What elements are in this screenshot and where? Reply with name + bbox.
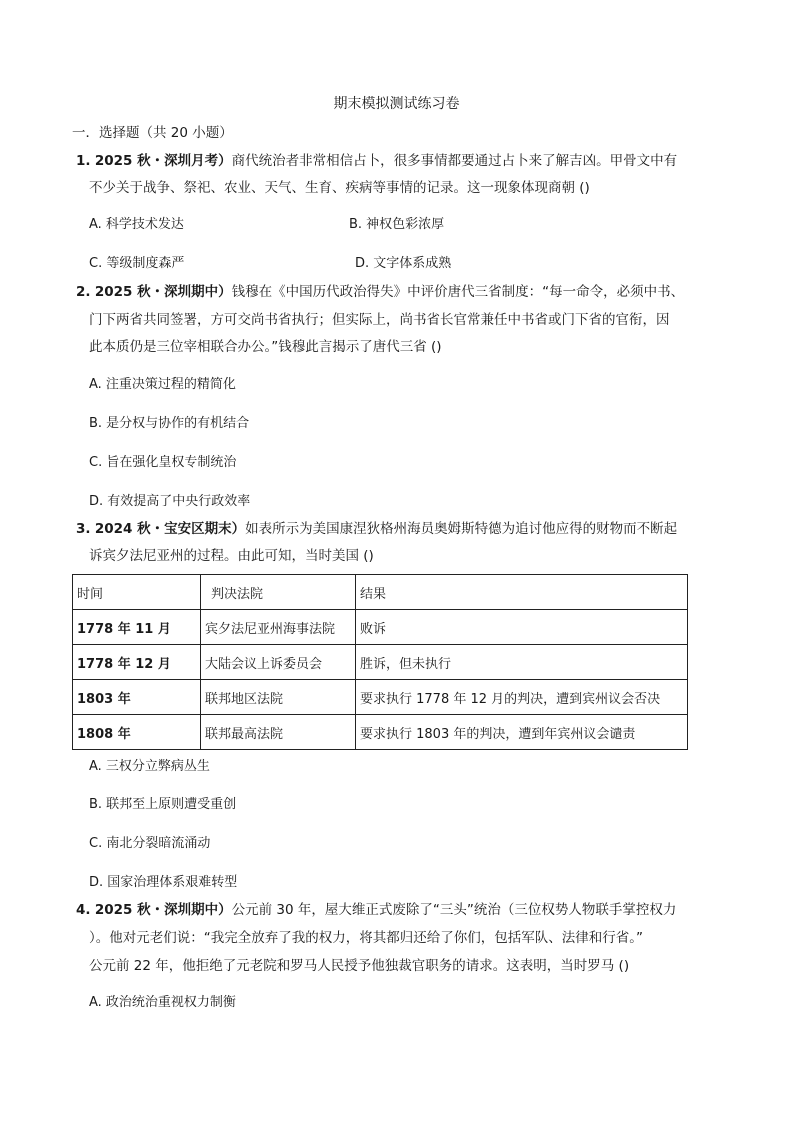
table-cell: 败诉 [356,610,688,645]
table-cell: 1808 年 [73,715,201,750]
table-row [73,645,688,680]
question-4-line-1 [76,901,676,919]
table-cell: 1778 年 12 月 [73,645,201,680]
q3-option-c[interactable]: C. 南北分裂暗流涌动 [89,836,211,851]
question-source: 2025 秋・深圳期中） [94,902,232,918]
question-4-line-3: 公元前 22 年，他拒绝了元老院和罗马人民授予他独裁官职务的请求。这表明，当时罗马 () [89,958,630,974]
q1-option-d[interactable]: D. 文字体系成熟 [355,256,452,271]
q1-option-b[interactable]: B. 神权色彩浓厚 [349,217,445,232]
question-source: 2025 秋・深圳月考） [94,153,232,169]
q3-option-b[interactable]: B. 联邦至上原则遭受重创 [89,797,237,812]
table-cell: 胜诉，但未执行 [356,645,688,680]
table-cell: 宾夕法尼亚州海事法院 [201,610,356,645]
q4-option-a[interactable]: A. 政治统治重视权力制衡 [89,995,236,1010]
table-header-cell: 结果 [356,575,688,610]
question-2-line-3: 此本质仍是三位宰相联合办公。”钱穆此言揭示了唐代三省 () [89,339,442,355]
question-text: 公元前 30 年，屋大维正式废除了“三头”统治（三位权势人物联手掌控权力 [231,902,677,918]
question-4-line-2: ）。他对元老们说：“我完全放弃了我的权力，将其都归还给了你们，包括军队、法律和行省。” [89,930,643,946]
question-2-line-2: 门下两省共同签署，方可交尚书省执行；但实际上，尚书省长官常兼任中书省或门下省的官衔，因 [89,312,670,328]
question-number: 4. [76,902,91,918]
question-text: 如表所示为美国康涅狄格州海员奥姆斯特德为追讨他应得的财物而不断起 [245,521,678,537]
question-1-line-2: 不少关于战争、祭祀、农业、天气、生育、疾病等事情的记录。这一现象体现商朝 () [89,180,590,196]
table-row [73,715,688,750]
question-1-line-1 [76,152,677,170]
table-header-row [73,575,688,610]
table-cell: 联邦地区法院 [201,680,356,715]
q2-option-b[interactable]: B. 是分权与协作的有机结合 [89,416,250,431]
q3-option-d[interactable]: D. 国家治理体系艰难转型 [89,875,238,890]
q2-option-c[interactable]: C. 旨在强化皇权专制统治 [89,455,237,470]
lawsuit-table [72,574,688,750]
q1-option-c[interactable]: C. 等级制度森严 [89,256,185,271]
table-cell: 1803 年 [73,680,201,715]
question-number: 3. [76,521,91,537]
table-header-cell: 判决法院 [201,575,356,610]
question-3-line-1 [76,520,677,538]
page-title: 期末模拟测试练习卷 [333,96,460,112]
table-header-cell: 时间 [73,575,201,610]
question-2-line-1 [76,283,684,301]
question-source: 2025 秋・深圳期中） [94,284,232,300]
table-cell: 1778 年 11 月 [73,610,201,645]
table-cell: 要求执行 1803 年的判决，遭到年宾州议会谴责 [356,715,688,750]
table-cell: 大陆会议上诉委员会 [201,645,356,680]
table-row [73,680,688,715]
q3-option-a[interactable]: A. 三权分立弊病丛生 [89,759,210,774]
q1-option-a[interactable]: A. 科学技术发达 [89,217,184,232]
question-text: 商代统治者非常相信占卜，很多事情都要通过占卜来了解吉凶。甲骨文中有 [231,153,678,169]
question-3-line-2: 诉宾夕法尼亚州的过程。由此可知，当时美国 () [89,548,374,564]
question-number: 2. [76,284,91,300]
table-row [73,610,688,645]
question-number: 1. [76,153,91,169]
q2-option-d[interactable]: D. 有效提高了中央行政效率 [89,494,251,509]
question-text: 钱穆在《中国历代政治得失》中评价唐代三省制度：“每一命令，必须中书、 [231,284,685,300]
table-cell: 要求执行 1778 年 12 月的判决，遭到宾州议会否决 [356,680,688,715]
table-cell: 联邦最高法院 [201,715,356,750]
question-source: 2024 秋・宝安区期末） [94,521,246,537]
q2-option-a[interactable]: A. 注重决策过程的精简化 [89,377,236,392]
section-heading: 一．选择题（共 20 小题） [72,125,233,141]
